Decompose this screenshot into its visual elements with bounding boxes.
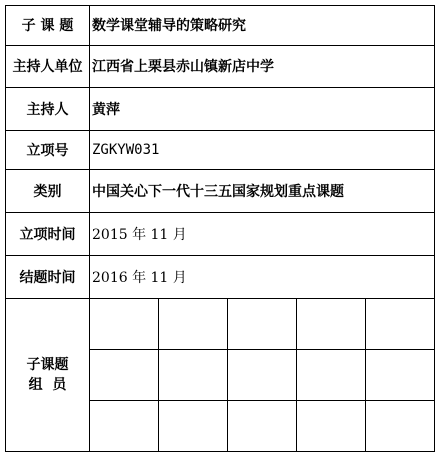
member-cell <box>297 400 366 451</box>
member-cell <box>159 400 228 451</box>
value-sub-topic: 数学课堂辅导的策略研究 <box>90 6 435 46</box>
member-cell <box>228 298 297 349</box>
member-cell <box>228 400 297 451</box>
label-members-line1: 子课题 <box>26 356 69 373</box>
member-cell <box>90 298 159 349</box>
row-start-date <box>6 212 435 255</box>
label-start-date: 立项时间 <box>6 212 90 255</box>
value-category: 中国关心下一代十三五国家规划重点课题 <box>90 169 435 212</box>
row-host <box>6 87 435 130</box>
member-cell <box>366 298 435 349</box>
members-row-1 <box>6 298 435 349</box>
row-sub-topic <box>6 6 435 46</box>
member-cell <box>297 349 366 400</box>
member-cell <box>228 349 297 400</box>
member-cell <box>90 400 159 451</box>
member-cell <box>159 349 228 400</box>
label-end-date: 结题时间 <box>6 255 90 298</box>
label-members-line2: 组 员 <box>28 376 67 393</box>
value-host: 黄萍 <box>90 87 435 130</box>
row-category <box>6 169 435 212</box>
label-project-number: 立项号 <box>6 130 90 169</box>
label-category: 类别 <box>6 169 90 212</box>
label-members <box>6 298 90 452</box>
label-host: 主持人 <box>6 87 90 130</box>
member-cell <box>366 400 435 451</box>
project-form-table <box>5 5 435 452</box>
row-project-number <box>6 130 435 169</box>
member-cell <box>90 349 159 400</box>
member-cell <box>297 298 366 349</box>
value-host-unit: 江西省上栗县赤山镇新店中学 <box>90 45 435 87</box>
value-project-number: ZGKYW031 <box>90 130 435 169</box>
label-host-unit: 主持人单位 <box>6 45 90 87</box>
value-end-date: 2016 年 11 月 <box>90 255 435 298</box>
row-host-unit <box>6 45 435 87</box>
value-start-date: 2015 年 11 月 <box>90 212 435 255</box>
row-end-date <box>6 255 435 298</box>
member-cell <box>159 298 228 349</box>
label-sub-topic: 子 课 题 <box>6 6 90 46</box>
member-cell <box>366 349 435 400</box>
